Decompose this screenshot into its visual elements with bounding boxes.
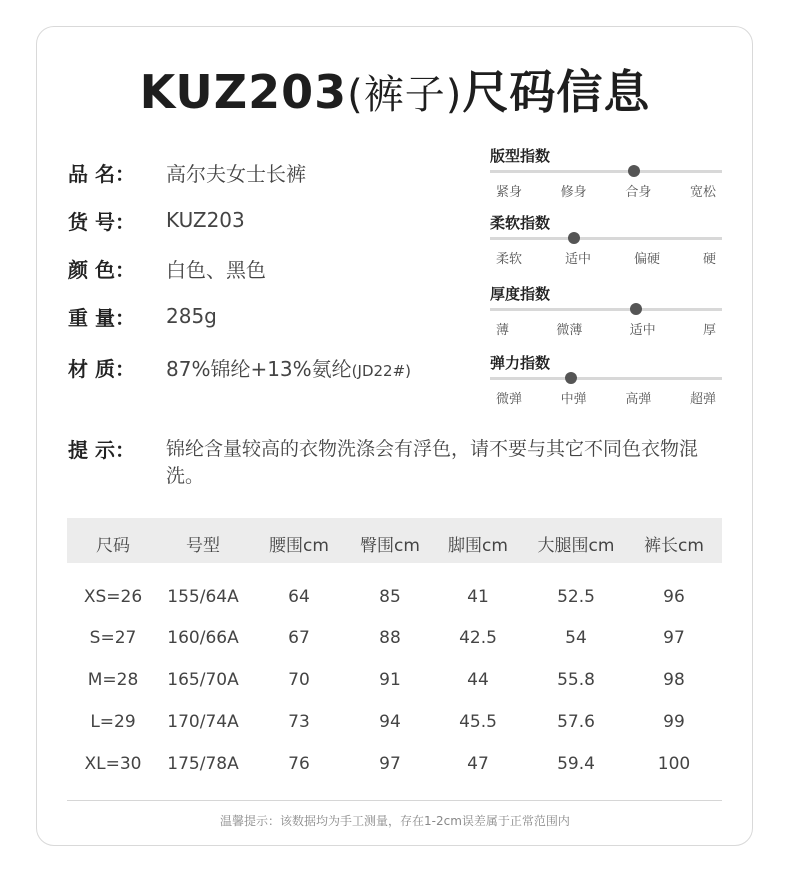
- table-cell: 98: [663, 670, 685, 690]
- index-track: [490, 308, 722, 311]
- index-option: 紧身: [496, 185, 523, 200]
- table-cell: 100: [657, 754, 691, 774]
- table-header-cell: 臀围cm: [360, 536, 420, 556]
- table-cell: 155/64A: [167, 587, 239, 607]
- table-cell: 70: [288, 670, 310, 690]
- index-title: 柔软指数: [490, 214, 551, 232]
- index-option: 硬: [702, 252, 716, 267]
- table-cell: S=27: [89, 628, 137, 648]
- index-option: 厚: [702, 323, 716, 338]
- table-cell: 94: [379, 712, 401, 732]
- care-note: [68, 436, 726, 490]
- table-cell: 175/78A: [167, 754, 239, 774]
- index-option: 宽松: [689, 185, 716, 200]
- title-code: KUZ203: [139, 65, 348, 119]
- info-label: 品 名：: [68, 161, 135, 186]
- index-option: 薄: [496, 323, 510, 338]
- index-options: [490, 181, 722, 200]
- title-suffix: 尺码信息: [462, 65, 651, 119]
- table-cell: 91: [379, 670, 401, 690]
- index-elasticity: [490, 353, 722, 407]
- table-row: [67, 708, 722, 738]
- footer-note: 温馨提示：该数据均为手工测量，存在1-2cm误差属于正常范围内: [220, 814, 570, 828]
- info-value: 高尔夫女士长裤: [166, 161, 306, 186]
- size-table-header: [67, 518, 722, 563]
- table-cell: XS=26: [83, 587, 143, 607]
- table-cell: 160/66A: [167, 628, 239, 648]
- table-cell: 52.5: [557, 587, 595, 607]
- table-cell: 41: [467, 587, 489, 607]
- index-option: 合身: [625, 185, 652, 200]
- index-option: 偏硬: [633, 252, 660, 267]
- table-cell: 67: [288, 628, 310, 648]
- index-title: 版型指数: [490, 147, 551, 165]
- info-row-color: [68, 253, 266, 283]
- page-title: [0, 56, 790, 122]
- title-paren: (裤子): [347, 72, 463, 118]
- table-cell: 57.6: [557, 712, 595, 732]
- table-row: [67, 750, 722, 780]
- table-cell: 59.4: [557, 754, 595, 774]
- table-cell: 64: [288, 587, 310, 607]
- table-cell: 42.5: [459, 628, 497, 648]
- table-header-cell: 号型: [186, 536, 220, 556]
- table-cell: L=29: [90, 712, 136, 732]
- info-row-weight: [68, 301, 217, 331]
- index-dot: [630, 303, 642, 315]
- material-main: 87%锦纶+13%氨纶: [166, 356, 352, 381]
- info-value: KUZ203: [166, 208, 245, 232]
- material-code: (JD22#): [351, 361, 412, 380]
- table-cell: 44: [467, 670, 489, 690]
- table-header-cell: 脚围cm: [448, 536, 508, 556]
- index-option: 中弹: [560, 392, 587, 407]
- table-cell: M=28: [87, 670, 139, 690]
- table-cell: 73: [288, 712, 310, 732]
- info-label: 材 质：: [68, 356, 135, 381]
- table-cell: 97: [379, 754, 401, 774]
- index-title: 弹力指数: [490, 354, 551, 372]
- info-row-sku: [68, 205, 245, 235]
- table-row: [67, 624, 722, 654]
- index-option: 超弹: [689, 392, 716, 407]
- table-cell: 170/74A: [167, 712, 239, 732]
- table-row: [67, 583, 722, 613]
- index-option: 适中: [564, 252, 591, 267]
- index-option: 高弹: [625, 392, 652, 407]
- index-dot: [565, 372, 577, 384]
- info-label: 重 量：: [68, 305, 135, 330]
- table-row: [67, 666, 722, 696]
- table-cell: 97: [663, 628, 685, 648]
- info-value: [166, 353, 411, 382]
- note-text: 锦纶含量较高的衣物洗涤会有浮色，请不要与其它不同色衣物混洗。: [166, 438, 699, 487]
- index-dot: [628, 165, 640, 177]
- info-label: 颜 色：: [68, 257, 135, 282]
- info-row-name: [68, 157, 306, 187]
- index-track: [490, 237, 722, 240]
- index-title: 厚度指数: [490, 285, 551, 303]
- table-cell: 45.5: [459, 712, 497, 732]
- index-option: 微弹: [496, 392, 523, 407]
- index-track: [490, 377, 722, 380]
- index-options: [490, 319, 722, 338]
- index-option: 修身: [560, 185, 587, 200]
- table-cell: 165/70A: [167, 670, 239, 690]
- table-cell: 55.8: [557, 670, 595, 690]
- table-cell: 96: [663, 587, 685, 607]
- table-header-cell: 尺码: [96, 536, 130, 556]
- table-cell: 76: [288, 754, 310, 774]
- footer-divider: [67, 800, 722, 801]
- table-header-cell: 大腿围cm: [537, 536, 615, 556]
- index-fit: [490, 146, 722, 200]
- table-cell: XL=30: [84, 754, 142, 774]
- table-cell: 88: [379, 628, 401, 648]
- info-label: 货 号：: [68, 209, 135, 234]
- index-options: [490, 388, 722, 407]
- index-softness: [490, 213, 722, 267]
- table-cell: 54: [565, 628, 587, 648]
- index-options: [490, 248, 722, 267]
- table-cell: 85: [379, 587, 401, 607]
- index-dot: [568, 232, 580, 244]
- table-cell: 47: [467, 754, 489, 774]
- index-option: 柔软: [496, 252, 523, 267]
- index-track: [490, 170, 722, 173]
- index-option: 适中: [629, 323, 656, 338]
- info-value: 285g: [166, 304, 217, 328]
- info-row-material: [68, 352, 411, 382]
- table-cell: 99: [663, 712, 685, 732]
- note-label: 提 示：: [68, 438, 135, 462]
- index-thickness: [490, 284, 722, 338]
- index-option: 微薄: [556, 323, 583, 338]
- table-header-cell: 腰围cm: [269, 536, 329, 556]
- table-header-cell: 裤长cm: [644, 536, 704, 556]
- info-value: 白色、黑色: [166, 257, 266, 282]
